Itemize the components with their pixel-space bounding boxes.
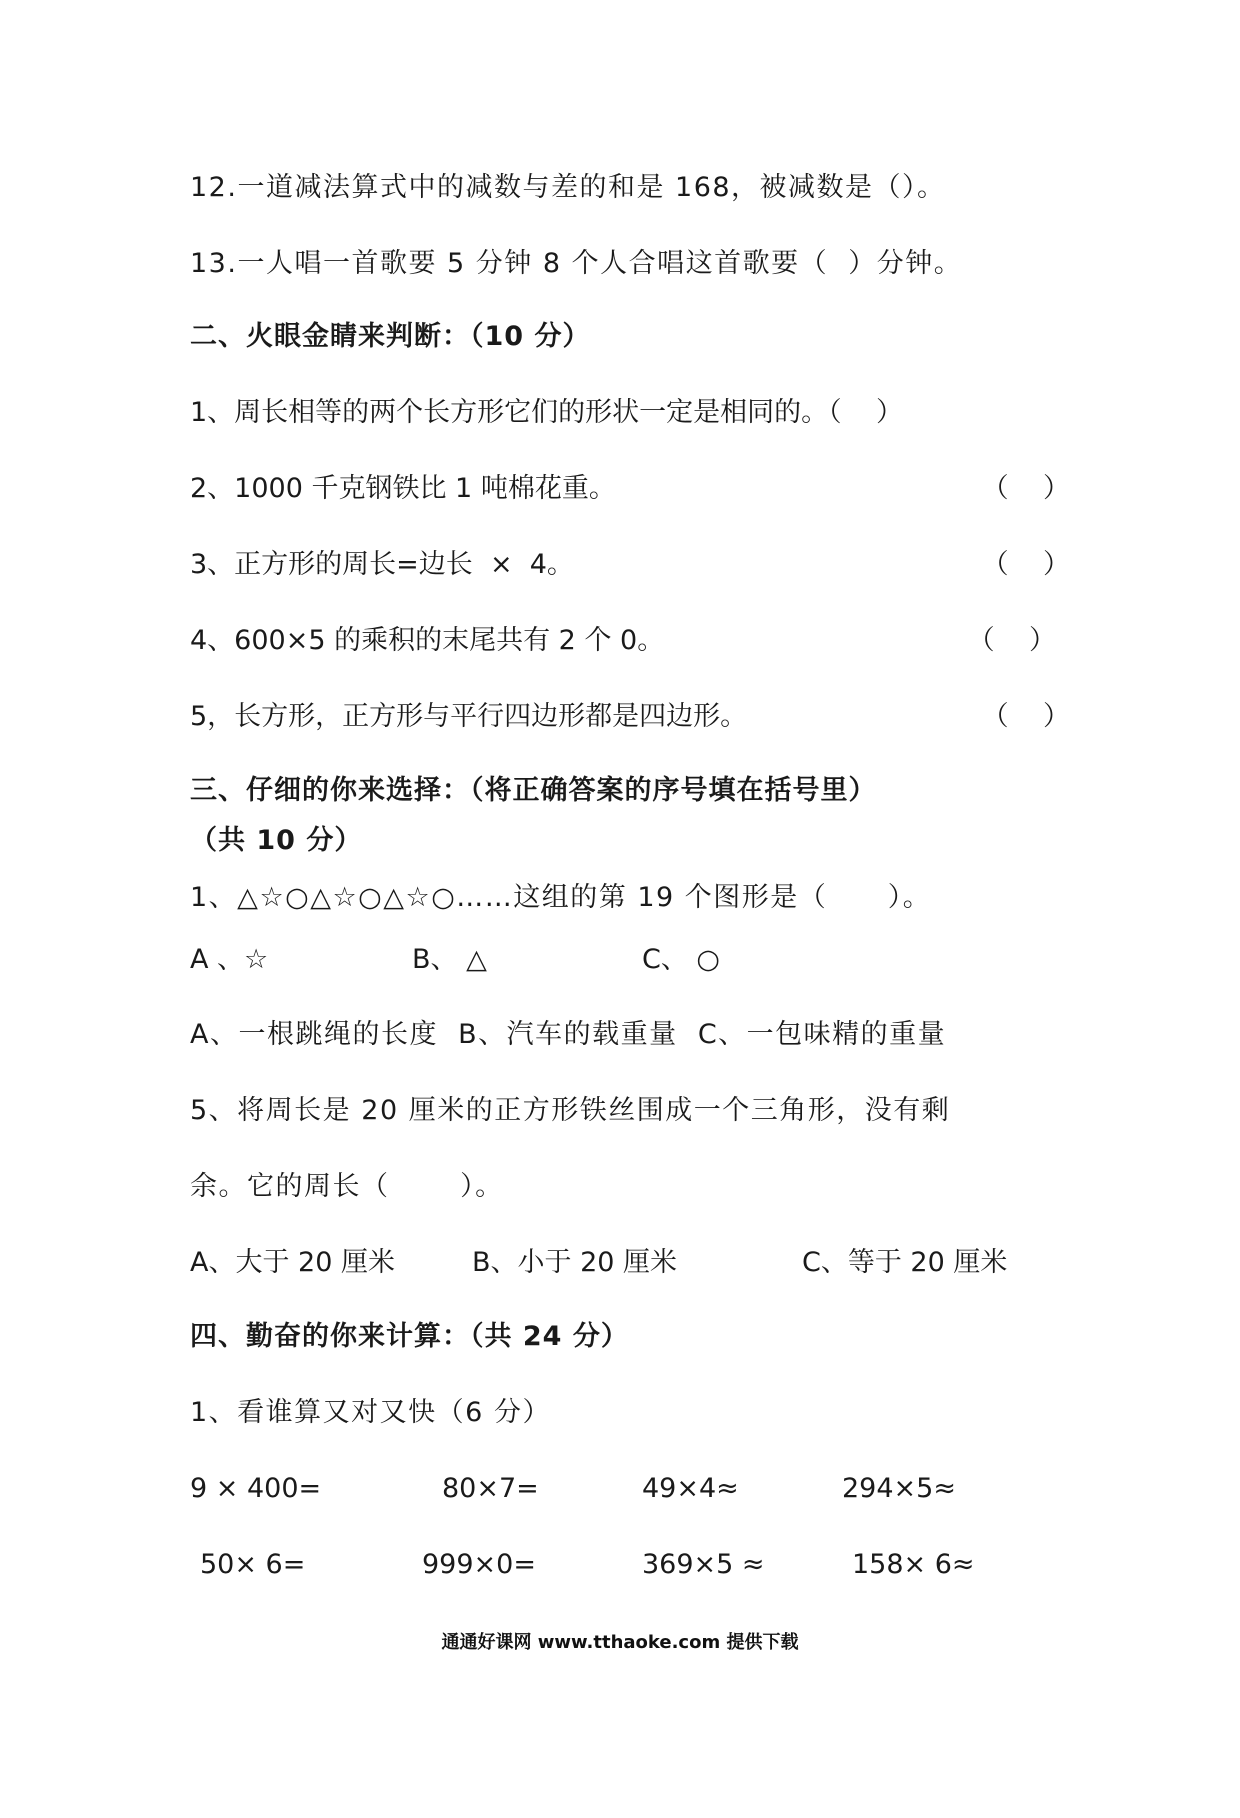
- judge-item-4: [190, 618, 1070, 664]
- answer-parenthesis: （ ）: [981, 701, 1070, 732]
- calc-row-2: [190, 1542, 1070, 1588]
- judge-item-text: 2、1000 千克钢铁比 1 吨棉花重。: [190, 473, 616, 504]
- choose-question-5-line1: 5、将周长是 20 厘米的正方形铁丝围成一个三角形，没有剩: [190, 1095, 951, 1126]
- option-c: C、 ○: [642, 944, 720, 975]
- judge-item-1: [190, 390, 1070, 436]
- calc-item: 158× 6≈: [852, 1549, 975, 1580]
- choose-question-5-line2: 余。它的周长（ ）。: [190, 1171, 504, 1202]
- section-calc-title: 四、勤奋的你来计算：（共 24 分）: [190, 1321, 629, 1352]
- option-b: B、小于 20 厘米: [472, 1247, 678, 1278]
- option-a: A 、☆: [190, 944, 269, 975]
- judge-item-3: [190, 542, 1070, 588]
- section-judge-title: 二、火眼金睛来判断：（10 分）: [190, 321, 591, 352]
- choose-options-line: A、一根跳绳的长度 B、汽车的载重量 C、一包味精的重量: [190, 1019, 947, 1050]
- option-b: B、 △: [412, 944, 487, 975]
- judge-item-5: [190, 694, 1070, 740]
- calc-item: 294×5≈: [842, 1473, 956, 1504]
- answer-parenthesis: （ ）: [967, 625, 1056, 656]
- calc-item: 369×5 ≈: [642, 1549, 765, 1580]
- section-choose-title: 三、仔细的你来选择：（将正确答案的序号填在括号里）: [190, 775, 877, 806]
- choose-question-1: 1、△☆○△☆○△☆○……这组的第 19 个图形是（ ）。: [190, 882, 932, 913]
- option-c: C、等于 20 厘米: [802, 1247, 1008, 1278]
- calc-item: 50× 6=: [200, 1549, 306, 1580]
- question-13: 13.一人唱一首歌要 5 分钟 8 个人合唱这首歌要（ ）分钟。: [190, 248, 963, 279]
- judge-item-text: 1、周长相等的两个长方形它们的形状一定是相同的。（ ）: [190, 397, 904, 428]
- choose-q5-options: [190, 1240, 1070, 1286]
- judge-item-text: 5，长方形，正方形与平行四边形都是四边形。: [190, 701, 748, 732]
- judge-item-2: [190, 466, 1070, 512]
- calc-item: 9 × 400=: [190, 1473, 322, 1504]
- question-12: 12.一道减法算式中的减数与差的和是 168，被减数是（）。: [190, 172, 946, 203]
- answer-parenthesis: （ ）: [981, 473, 1070, 504]
- judge-item-text: 4、600×5 的乘积的末尾共有 2 个 0。: [190, 625, 665, 656]
- calc-item: 49×4≈: [642, 1473, 739, 1504]
- calc-subtitle: 1、看谁算又对又快（6 分）: [190, 1397, 551, 1428]
- calc-row-1: [190, 1466, 1070, 1512]
- choose-q1-options: [190, 937, 1070, 983]
- section-choose-points: （共 10 分）: [190, 825, 363, 856]
- footer-credit: 通通好课网 www.tthaoke.com 提供下载: [441, 1632, 799, 1653]
- answer-parenthesis: （ ）: [981, 549, 1070, 580]
- calc-item: 999×0=: [422, 1549, 536, 1580]
- calc-item: 80×7=: [442, 1473, 539, 1504]
- option-a: A、大于 20 厘米: [190, 1247, 395, 1278]
- judge-item-text: 3、正方形的周长=边长 × 4。: [190, 549, 574, 580]
